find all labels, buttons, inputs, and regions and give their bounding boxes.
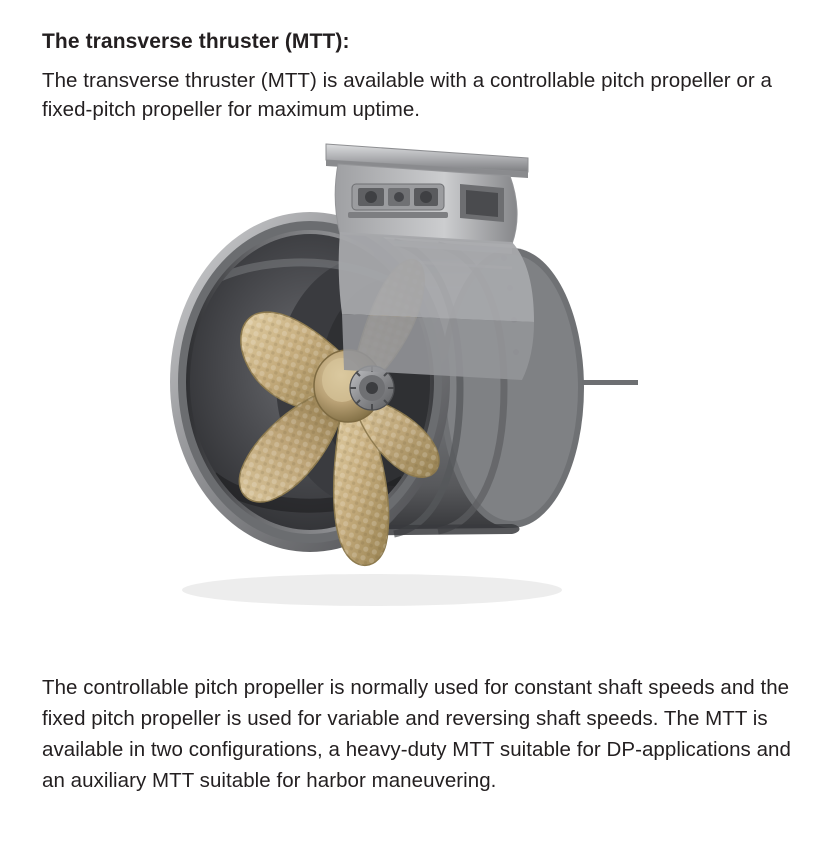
body-paragraph: The controllable pitch propeller is normally used for constant shaft speeds and the fixed pitch propeller is used for variable and reversing shaft speeds. The MTT is available in two configurations, a heavy-duty MTT suitable for DP-applications and an auxiliary MTT suitable for harbor maneuvering. <box>42 676 791 792</box>
gearbox-detail <box>348 184 448 218</box>
drop-shadow <box>182 574 562 606</box>
page-title: The transverse thruster (MTT): <box>42 30 350 53</box>
product-figure <box>42 138 802 638</box>
intro-paragraph: The transverse thruster (MTT) is available with a controllable pitch propeller or a fixed-pitch propeller for maximum uptime. <box>42 69 772 121</box>
hub-gear-ring <box>350 366 394 410</box>
mounting-flange <box>326 144 534 380</box>
thruster-illustration <box>42 138 802 638</box>
